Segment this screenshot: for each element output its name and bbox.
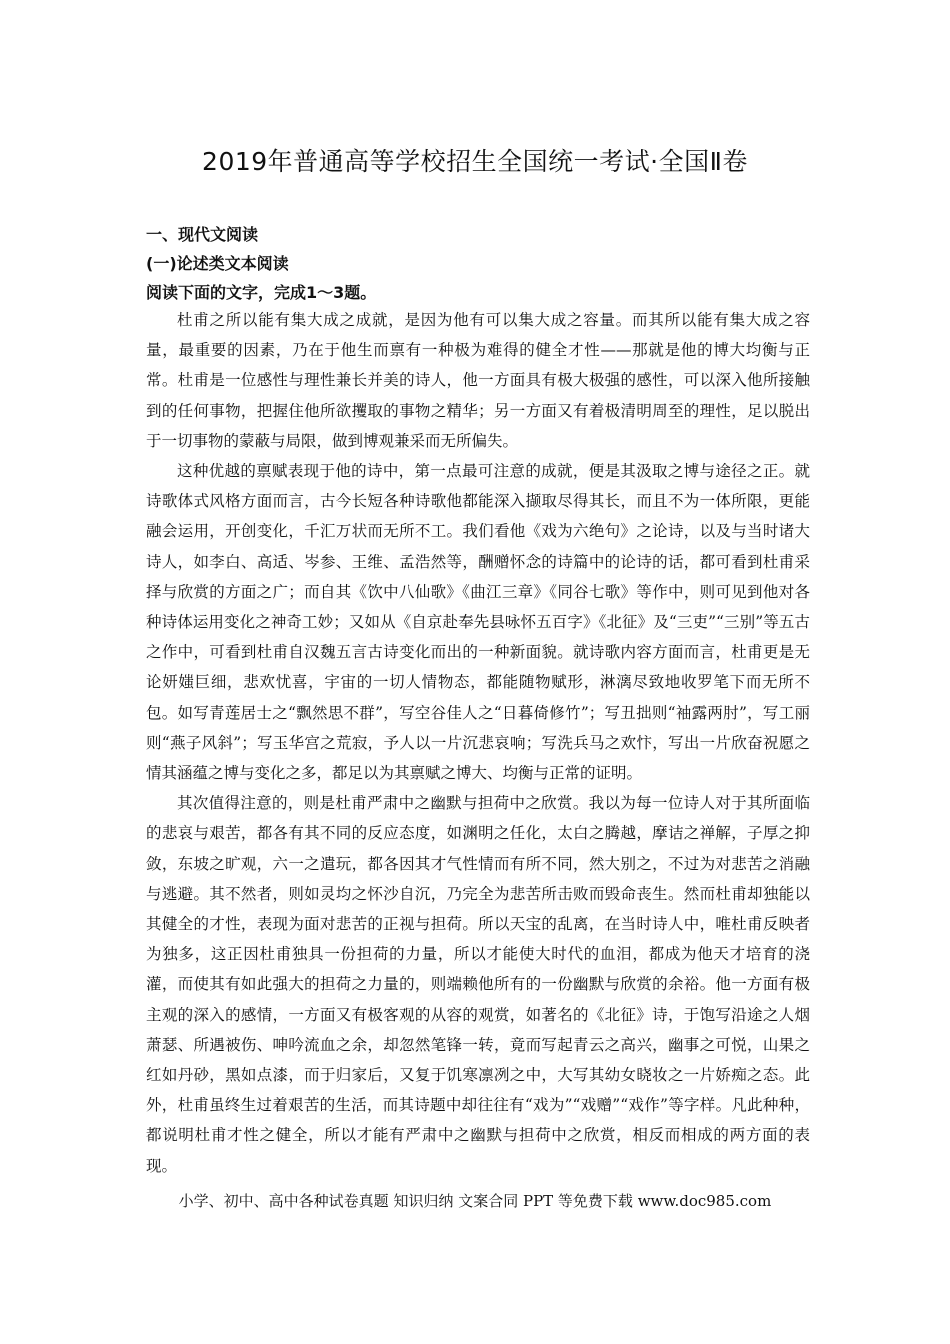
passage-paragraph-1: 杜甫之所以能有集大成之成就，是因为他有可以集大成之容量。而其所以能有集大成之容量，最重要的因素，乃在于他生而禀有一种极为难得的健全才性——那就是他的博大均衡与正常。杜甫是一位感性与理性兼长并美的诗人，他一方面具有极大极强的感性，可以深入他所接触到的任何事物，把握住他所欲攫取的事物之精华；另一方面又有着极清明周至的理性，足以脱出于一切事物的蒙蔽与局限，做到博观兼采而无所偏失。: [146, 311, 810, 450]
passage-paragraph-3: 其次值得注意的，则是杜甫严肃中之幽默与担荷中之欣赏。我以为每一位诗人对于其所面临的悲哀与艰苦，都各有其不同的反应态度，如渊明之任化，太白之腾越，摩诘之禅解，子厚之抑敛，东坡之旷观，六一之遣玩，都各因其才气性情而有所不同，然大别之，不过为对悲苦之消融与逃避。其不然者，则如灵均之怀沙自沉，乃完全为悲苦所击败而毁命丧生。然而杜甫却独能以其健全的才性，表现为面对悲苦的正视与担荷。所以天宝的乱离，在当时诗人中，唯杜甫反映者为独多，这正因杜甫独具一份担荷的力量，所以才能使大时代的血泪，都成为他天才培育的浇灌，而使其有如此强大的担荷之力量的，则端赖他所有的一份幽默与欣赏的余裕。他一方面有极主观的深入的感情，一方面又有极客观的从容的观赏，如著名的《北征》诗，于饱写沿途之人烟萧瑟、所遇被伤、呻吟流血之余，却忽然笔锋一转，竟而写起青云之高兴，幽事之可悦，山果之红如丹砂，黑如点漆，而于归家后，又复于饥寒凛冽之中，大写其幼女晓妆之一片娇痴之态。此外，杜甫虽终生过着艰苦的生活，而其诗题中却往往有“戏为”“戏赠”“戏作”等字样。凡此种种，都说明杜甫才性之健全，所以才能有严肃中之幽默与担荷中之欣赏，相反而相成的两方面的表现。: [146, 794, 810, 1175]
exam-title: 2019年普通高等学校招生全国统一考试·全国Ⅱ卷: [202, 147, 748, 176]
section-heading: 一、现代文阅读: [146, 225, 259, 244]
reading-instruction: 阅读下面的文字，完成1～3题。: [146, 283, 377, 302]
subsection-heading: (一)论述类文本阅读: [146, 254, 289, 273]
page-footer: 小学、初中、高中各种试卷真题 知识归纳 文案合同 PPT 等免费下载 www.doc985.com: [178, 1192, 772, 1210]
passage-paragraph-2: 这种优越的禀赋表现于他的诗中，第一点最可注意的成就，便是其汲取之博与途径之正。就诗歌体式风格方面而言，古今长短各种诗歌他都能深入撷取尽得其长，而且不为一体所限，更能融会运用，开创变化，千汇万状而无所不工。我们看他《戏为六绝句》之论诗，以及与当时诸大诗人，如李白、高适、岑参、王维、孟浩然等，酬赠怀念的诗篇中的论诗的话，都可看到杜甫采择与欣赏的方面之广；而自其《饮中八仙歌》《曲江三章》《同谷七歌》等作中，则可见到他对各种诗体运用变化之神奇工妙；又如从《自京赴奉先县咏怀五百字》《北征》及“三吏”“三别”等五古之作中，可看到杜甫自汉魏五言古诗变化而出的一种新面貌。就诗歌内容方面而言，杜甫更是无论妍媸巨细，悲欢忧喜，宇宙的一切人情物态，都能随物赋形，淋漓尽致地收罗笔下而无所不包。如写青莲居士之“飘然思不群”，写空谷佳人之“日暮倚修竹”；写丑拙则“袖露两肘”，写工丽则“燕子风斜”；写玉华宫之荒寂，予人以一片沉悲哀响；写洗兵马之欢忭，写出一片欣奋祝愿之情其涵蕴之博与变化之多，都足以为其禀赋之博大、均衡与正常的证明。: [146, 462, 810, 783]
passage-body: [146, 305, 810, 1181]
